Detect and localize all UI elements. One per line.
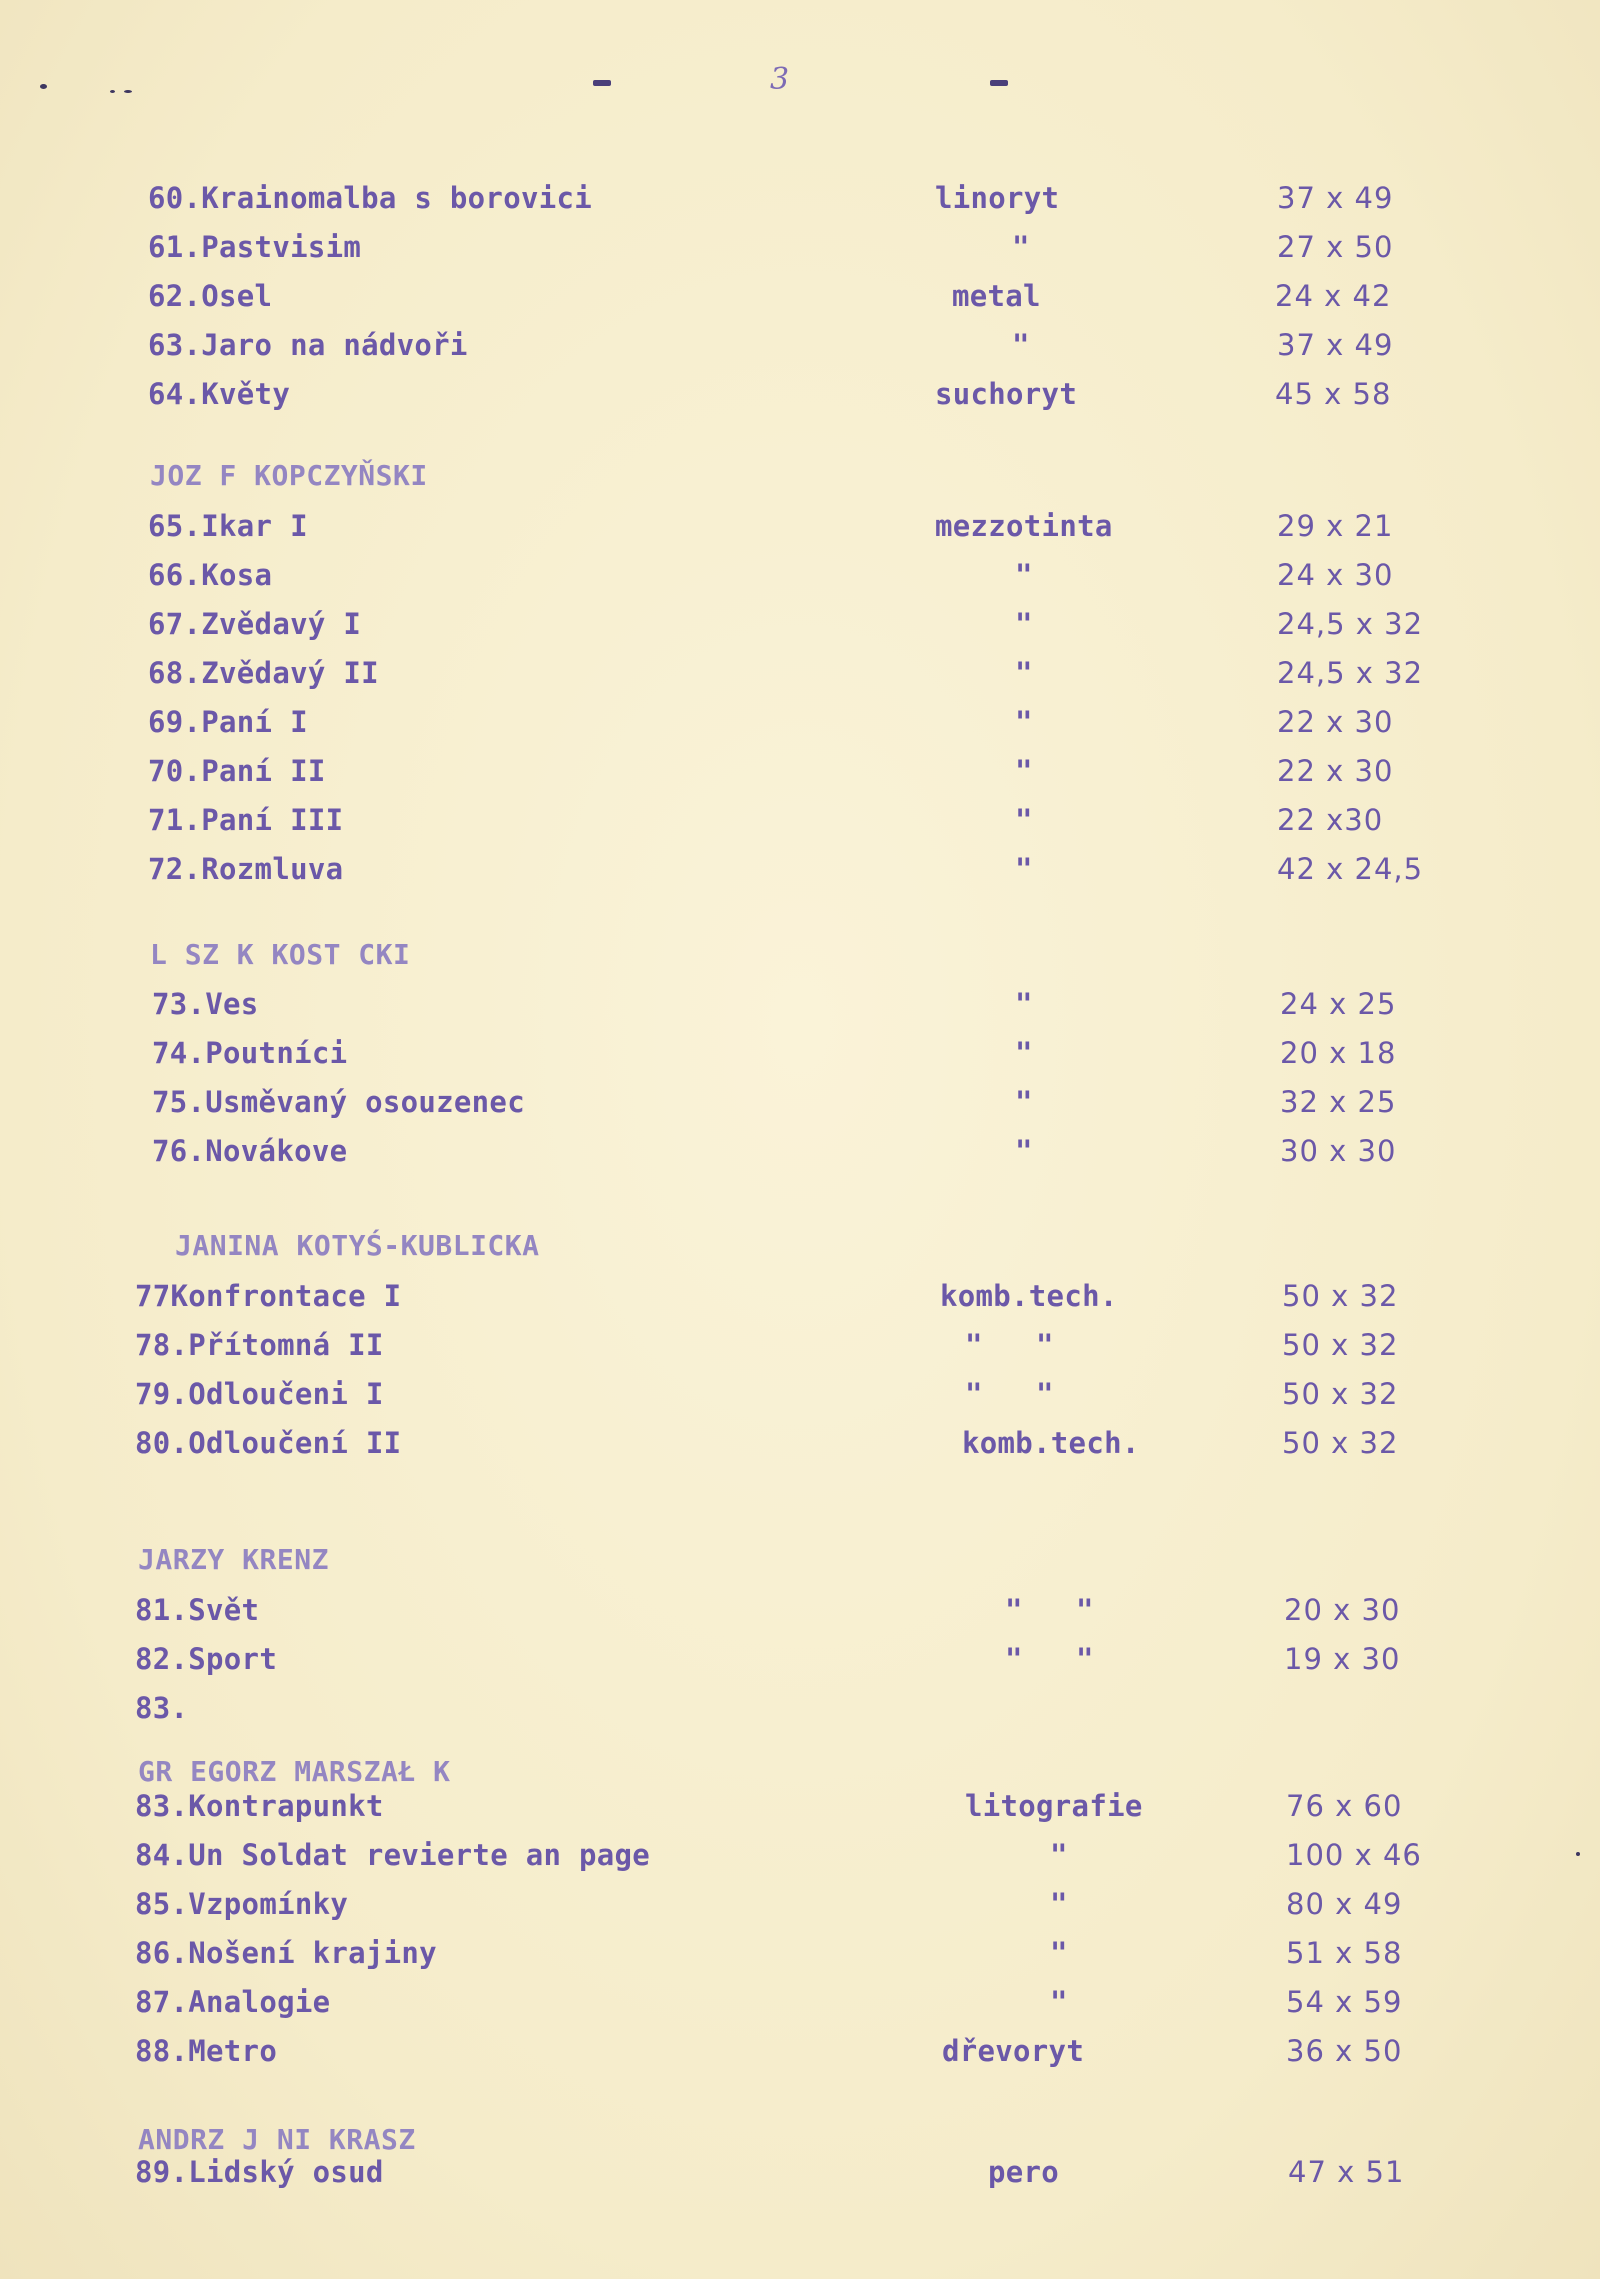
entry-title: Květy <box>201 377 291 411</box>
entry-number: 74. <box>152 1036 206 1070</box>
entry-title: Nošení krajiny <box>188 1936 437 1970</box>
artist-heading: ANDRZ J NI KRASZ <box>138 2123 416 2156</box>
entry-size: 50 x 32 <box>1282 1377 1399 1411</box>
entry-technique: " <box>1015 656 1033 690</box>
entry-technique: " " <box>965 1328 1054 1362</box>
entry-technique: " <box>1015 803 1033 837</box>
entry-technique: linoryt <box>935 181 1060 215</box>
entry-title: Lidský osud <box>188 2155 384 2189</box>
entry-size: 42 x 24,5 <box>1277 852 1424 886</box>
catalogue-entry <box>0 800 1600 840</box>
catalogue-entry <box>0 1423 1600 1463</box>
entry-technique: " <box>1050 1936 1068 1970</box>
entry-number-title <box>148 276 272 316</box>
entry-title: Un Soldat revierte an page <box>188 1838 651 1872</box>
catalogue-entry <box>0 1325 1600 1365</box>
entry-technique: mezzotinta <box>935 509 1113 543</box>
entry-title: Kosa <box>201 558 273 592</box>
entry-size: 20 x 18 <box>1280 1036 1397 1070</box>
entry-technique: komb.tech. <box>940 1279 1118 1313</box>
entry-size: 50 x 32 <box>1282 1426 1399 1460</box>
entry-size: 22 x 30 <box>1277 754 1394 788</box>
entry-title: Krainomalba s borovici <box>201 181 592 215</box>
entry-size: 37 x 49 <box>1277 181 1394 215</box>
entry-number-title <box>148 604 361 644</box>
entry-size: 20 x 30 <box>1284 1593 1401 1627</box>
entry-technique: " <box>1050 1887 1068 1921</box>
catalogue-entry <box>0 1639 1600 1679</box>
catalogue-entry <box>0 1374 1600 1414</box>
entry-number: 67. <box>148 607 202 641</box>
page-number: 3 <box>770 62 790 97</box>
entry-number: 85. <box>135 1887 189 1921</box>
catalogue-entry <box>0 653 1600 693</box>
artist-heading: L SZ K KOST CKI <box>150 938 411 971</box>
entry-size: 22 x 30 <box>1277 705 1394 739</box>
entry-size: 45 x 58 <box>1275 377 1392 411</box>
entry-number: 78. <box>135 1328 189 1362</box>
entry-number-title <box>135 1786 384 1826</box>
entry-title: Paní I <box>201 705 308 739</box>
entry-technique: " <box>1015 1085 1033 1119</box>
catalogue-entry <box>0 1786 1600 1826</box>
entry-number: 73. <box>152 987 206 1021</box>
entry-technique: " <box>1050 1985 1068 2019</box>
entry-size: 32 x 25 <box>1280 1085 1397 1119</box>
entry-number-title <box>135 1688 188 1728</box>
entry-number-title <box>148 506 308 546</box>
entry-technique: " <box>1050 1838 1068 1872</box>
catalogue-entry <box>0 325 1600 365</box>
entry-number-title <box>148 227 361 267</box>
entry-number: 84. <box>135 1838 189 1872</box>
entry-title: Pastvisim <box>201 230 362 264</box>
catalogue-entry <box>0 1688 1600 1728</box>
catalogue-entry <box>0 751 1600 791</box>
entry-title: Analogie <box>188 1985 331 2019</box>
entry-title: Kontrapunkt <box>188 1789 384 1823</box>
entry-size: 51 x 58 <box>1286 1936 1403 1970</box>
entry-number: 82. <box>135 1642 189 1676</box>
entry-technique: dřevoryt <box>942 2034 1085 2068</box>
entry-size: 30 x 30 <box>1280 1134 1397 1168</box>
catalogue-entry <box>0 702 1600 742</box>
entry-size: 19 x 30 <box>1284 1642 1401 1676</box>
header-dash-left <box>593 80 611 86</box>
entry-technique: " <box>1015 987 1033 1021</box>
entry-technique: " <box>1015 1134 1033 1168</box>
catalogue-entry <box>0 1590 1600 1630</box>
catalogue-entry <box>0 276 1600 316</box>
catalogue-entry <box>0 604 1600 644</box>
entry-number: 80. <box>135 1426 189 1460</box>
entry-size: 27 x 50 <box>1277 230 1394 264</box>
entry-number: 62. <box>148 279 202 313</box>
entry-number-title <box>152 984 259 1024</box>
entry-title: Zvědavý II <box>201 656 379 690</box>
entry-technique: " <box>1015 607 1033 641</box>
entry-number-title <box>135 1325 384 1365</box>
catalogue-entry <box>0 374 1600 414</box>
entry-number-title <box>135 1982 330 2022</box>
artist-heading: JOZ F KOPCZYŇSKI <box>150 459 428 492</box>
entry-technique: suchoryt <box>935 377 1078 411</box>
entry-size: 54 x 59 <box>1286 1985 1403 2019</box>
entry-size: 37 x 49 <box>1277 328 1394 362</box>
entry-technique: " <box>1015 1036 1033 1070</box>
entry-number: 69. <box>148 705 202 739</box>
entry-number-title <box>135 1835 650 1875</box>
entry-number: 87. <box>135 1985 189 2019</box>
entry-technique: " <box>1015 558 1033 592</box>
entry-number: 83. <box>135 1789 189 1823</box>
catalogue-entry <box>0 849 1600 889</box>
entry-number: 72. <box>148 852 202 886</box>
entry-title: Paní II <box>201 754 326 788</box>
entry-size: 24,5 x 32 <box>1277 607 1424 641</box>
entry-technique: " <box>1012 328 1030 362</box>
page-header <box>0 62 1600 102</box>
entry-title: Odloučeni I <box>188 1377 384 1411</box>
catalogue-entry <box>0 227 1600 267</box>
entry-number: 71. <box>148 803 202 837</box>
entry-number-title <box>148 849 343 889</box>
entry-size: 24,5 x 32 <box>1277 656 1424 690</box>
catalogue-entry <box>0 1982 1600 2022</box>
entry-title: Novákove <box>205 1134 348 1168</box>
entry-size: 22 x30 <box>1277 803 1384 837</box>
catalogue-entry <box>0 506 1600 546</box>
entry-size: 80 x 49 <box>1286 1887 1403 1921</box>
entry-technique: " <box>1015 852 1033 886</box>
entry-title: Usměvaný osouzenec <box>205 1085 525 1119</box>
entry-title: Rozmluva <box>201 852 344 886</box>
entry-number-title <box>152 1131 347 1171</box>
entry-title: Metro <box>188 2034 278 2068</box>
entry-number: 89. <box>135 2155 189 2189</box>
entry-title: Konfrontace I <box>170 1279 402 1313</box>
entry-number: 61. <box>148 230 202 264</box>
entry-title: Osel <box>201 279 273 313</box>
catalogue-entry <box>0 2031 1600 2071</box>
entry-technique: " " <box>965 1377 1054 1411</box>
entry-number-title <box>135 1276 401 1316</box>
artist-heading: JANINA KOTYŚ-KUBLICKA <box>175 1229 540 1262</box>
entry-title: Sport <box>188 1642 278 1676</box>
entry-number-title <box>135 2031 277 2071</box>
catalogue-entry <box>0 984 1600 1024</box>
catalogue-entry <box>0 178 1600 218</box>
entry-size: 50 x 32 <box>1282 1328 1399 1362</box>
entry-title: Poutníci <box>205 1036 348 1070</box>
entry-number-title <box>135 1884 348 1924</box>
entry-number-title <box>148 653 379 693</box>
entry-title: Přítomná II <box>188 1328 384 1362</box>
entry-technique: litografie <box>965 1789 1143 1823</box>
entry-title: Ves <box>205 987 259 1021</box>
entry-number: 68. <box>148 656 202 690</box>
catalogue-entry <box>0 1276 1600 1316</box>
entry-number: 83. <box>135 1691 189 1725</box>
entry-number: 86. <box>135 1936 189 1970</box>
entry-number-title <box>148 751 326 791</box>
entry-technique: " <box>1012 230 1030 264</box>
catalogue-entry <box>0 1033 1600 1073</box>
entry-size: 36 x 50 <box>1286 2034 1403 2068</box>
entry-number-title <box>148 178 592 218</box>
entry-size: 47 x 51 <box>1288 2155 1405 2189</box>
catalogue-entry <box>0 1933 1600 1973</box>
catalogue-entry <box>0 2152 1600 2192</box>
catalogue-entry <box>0 1884 1600 1924</box>
entry-technique: " <box>1015 705 1033 739</box>
entry-number: 65. <box>148 509 202 543</box>
entry-technique: metal <box>952 279 1041 313</box>
entry-number: 88. <box>135 2034 189 2068</box>
entry-number: 64. <box>148 377 202 411</box>
entry-number-title <box>148 800 343 840</box>
entry-number-title <box>152 1082 525 1122</box>
entry-size: 50 x 32 <box>1282 1279 1399 1313</box>
entry-technique: pero <box>988 2155 1060 2189</box>
entry-number-title <box>148 325 468 365</box>
entry-size: 29 x 21 <box>1277 509 1394 543</box>
entry-number: 79. <box>135 1377 189 1411</box>
entry-size: 76 x 60 <box>1286 1789 1403 1823</box>
entry-number-title <box>148 374 290 414</box>
entry-number-title <box>135 1639 277 1679</box>
entry-title: Svět <box>188 1593 260 1627</box>
entry-size: 100 x 46 <box>1286 1838 1422 1872</box>
catalogue-entry <box>0 555 1600 595</box>
entry-technique: " " <box>1005 1593 1094 1627</box>
entry-size: 24 x 25 <box>1280 987 1397 1021</box>
entry-number-title <box>135 1933 437 1973</box>
entry-title: Vzpomínky <box>188 1887 349 1921</box>
artist-heading: JARZY KRENZ <box>138 1543 329 1576</box>
entry-number-title <box>152 1033 347 1073</box>
entry-number: 70. <box>148 754 202 788</box>
catalogue-entry <box>0 1835 1600 1875</box>
entry-title: Odloučení II <box>188 1426 402 1460</box>
entry-technique: " " <box>1005 1642 1094 1676</box>
entry-size: 24 x 30 <box>1277 558 1394 592</box>
entry-number-title <box>135 2152 384 2192</box>
entry-number-title <box>135 1590 259 1630</box>
entry-title: Zvědavý I <box>201 607 362 641</box>
catalogue-entry <box>0 1131 1600 1171</box>
entry-technique: komb.tech. <box>962 1426 1140 1460</box>
entry-number: 77 <box>135 1279 171 1313</box>
entry-title: Paní III <box>201 803 344 837</box>
artist-heading: GR EGORZ MARSZAŁ K <box>138 1755 451 1788</box>
entry-number-title <box>148 702 308 742</box>
entry-number-title <box>148 555 272 595</box>
entry-number: 81. <box>135 1593 189 1627</box>
catalogue-entry <box>0 1082 1600 1122</box>
entry-number: 66. <box>148 558 202 592</box>
header-dash-right <box>990 80 1008 86</box>
entry-number: 63. <box>148 328 202 362</box>
entry-technique: " <box>1015 754 1033 788</box>
entry-title: Jaro na nádvoři <box>201 328 468 362</box>
entry-size: 24 x 42 <box>1275 279 1392 313</box>
entry-number: 76. <box>152 1134 206 1168</box>
entry-number: 75. <box>152 1085 206 1119</box>
entry-title: Ikar I <box>201 509 308 543</box>
entry-number-title <box>135 1423 401 1463</box>
entry-number-title <box>135 1374 384 1414</box>
entry-number: 60. <box>148 181 202 215</box>
